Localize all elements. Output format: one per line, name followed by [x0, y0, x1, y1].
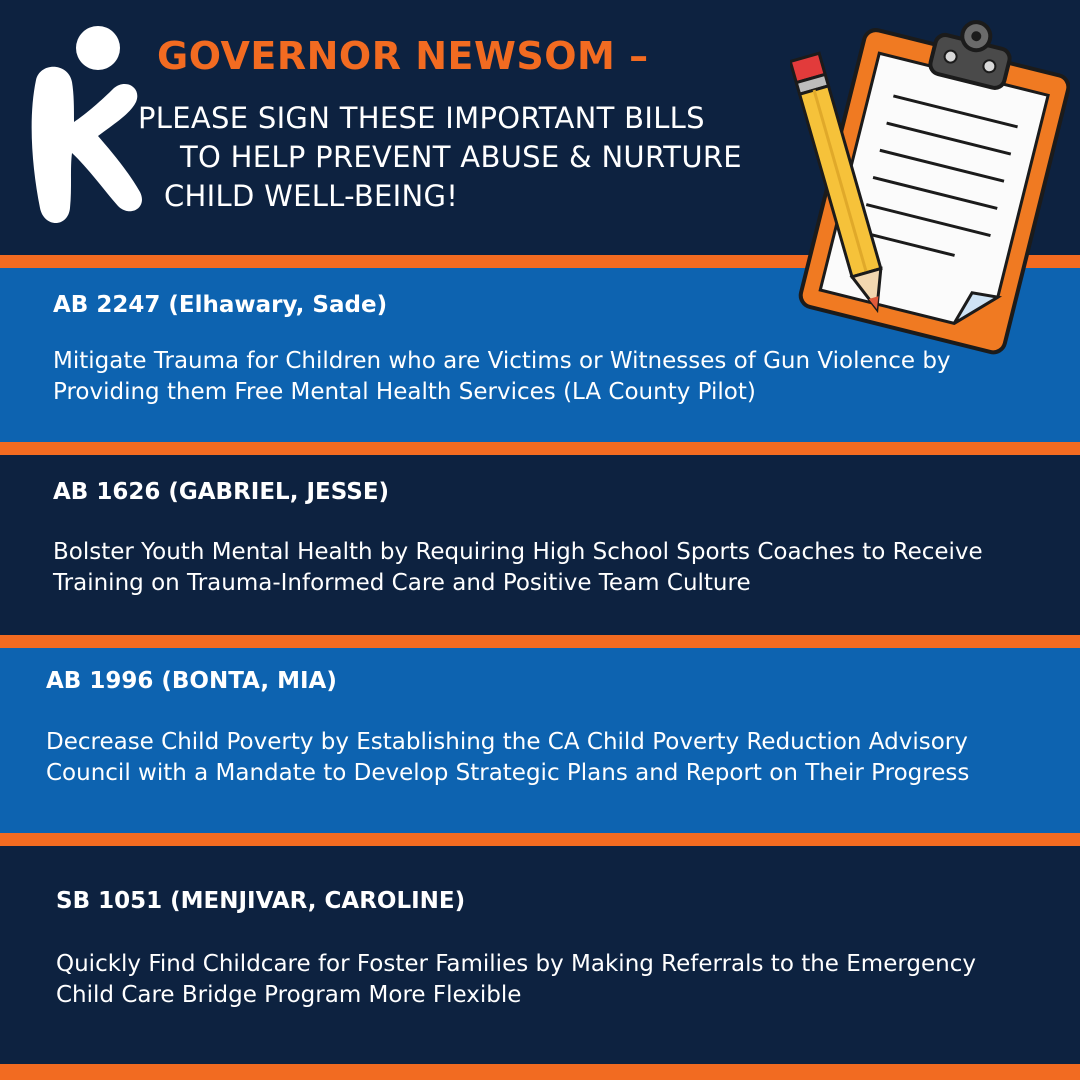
- divider-stripe: [0, 442, 1080, 455]
- subline-2: TO HELP PREVENT ABUSE & NURTURE: [180, 140, 742, 174]
- headline: GOVERNOR NEWSOM –: [157, 34, 649, 78]
- divider-stripe: [0, 635, 1080, 648]
- bill-card-2: [0, 455, 1080, 635]
- bill-description: Decrease Child Poverty by Establishing the CA Child Poverty Reduction Advisory Council with a Mandate to Develop Strategic Plans and Report on Their Progress: [46, 729, 970, 786]
- k-logo-icon: [18, 18, 148, 228]
- clipboard-pencil-icon: [790, 10, 1070, 355]
- bill-description: Mitigate Trauma for Children who are Victims or Witnesses of Gun Violence by Providing them Free Mental Health Services (LA County Pilot): [53, 348, 951, 405]
- bill-title: AB 1626 (GABRIEL, JESSE): [53, 479, 390, 505]
- bill-description: Bolster Youth Mental Health by Requiring High School Sports Coaches to Receive Training on Trauma-Informed Care and Positive Team Culture: [53, 539, 983, 596]
- bill-card-3: [0, 648, 1080, 833]
- bill-description: Quickly Find Childcare for Foster Families by Making Referrals to the Emergency Child Care Bridge Program More Flexible: [56, 951, 976, 1008]
- subline-1: PLEASE SIGN THESE IMPORTANT BILLS: [138, 101, 705, 135]
- bill-title: AB 1996 (BONTA, MIA): [46, 668, 337, 694]
- subline-3: CHILD WELL-BEING!: [164, 179, 459, 213]
- bottom-stripe: [0, 1064, 1080, 1080]
- divider-stripe: [0, 833, 1080, 846]
- bill-card-4: [0, 846, 1080, 1064]
- bill-title: AB 2247 (Elhawary, Sade): [53, 292, 388, 318]
- bill-title: SB 1051 (MENJIVAR, CAROLINE): [56, 888, 466, 914]
